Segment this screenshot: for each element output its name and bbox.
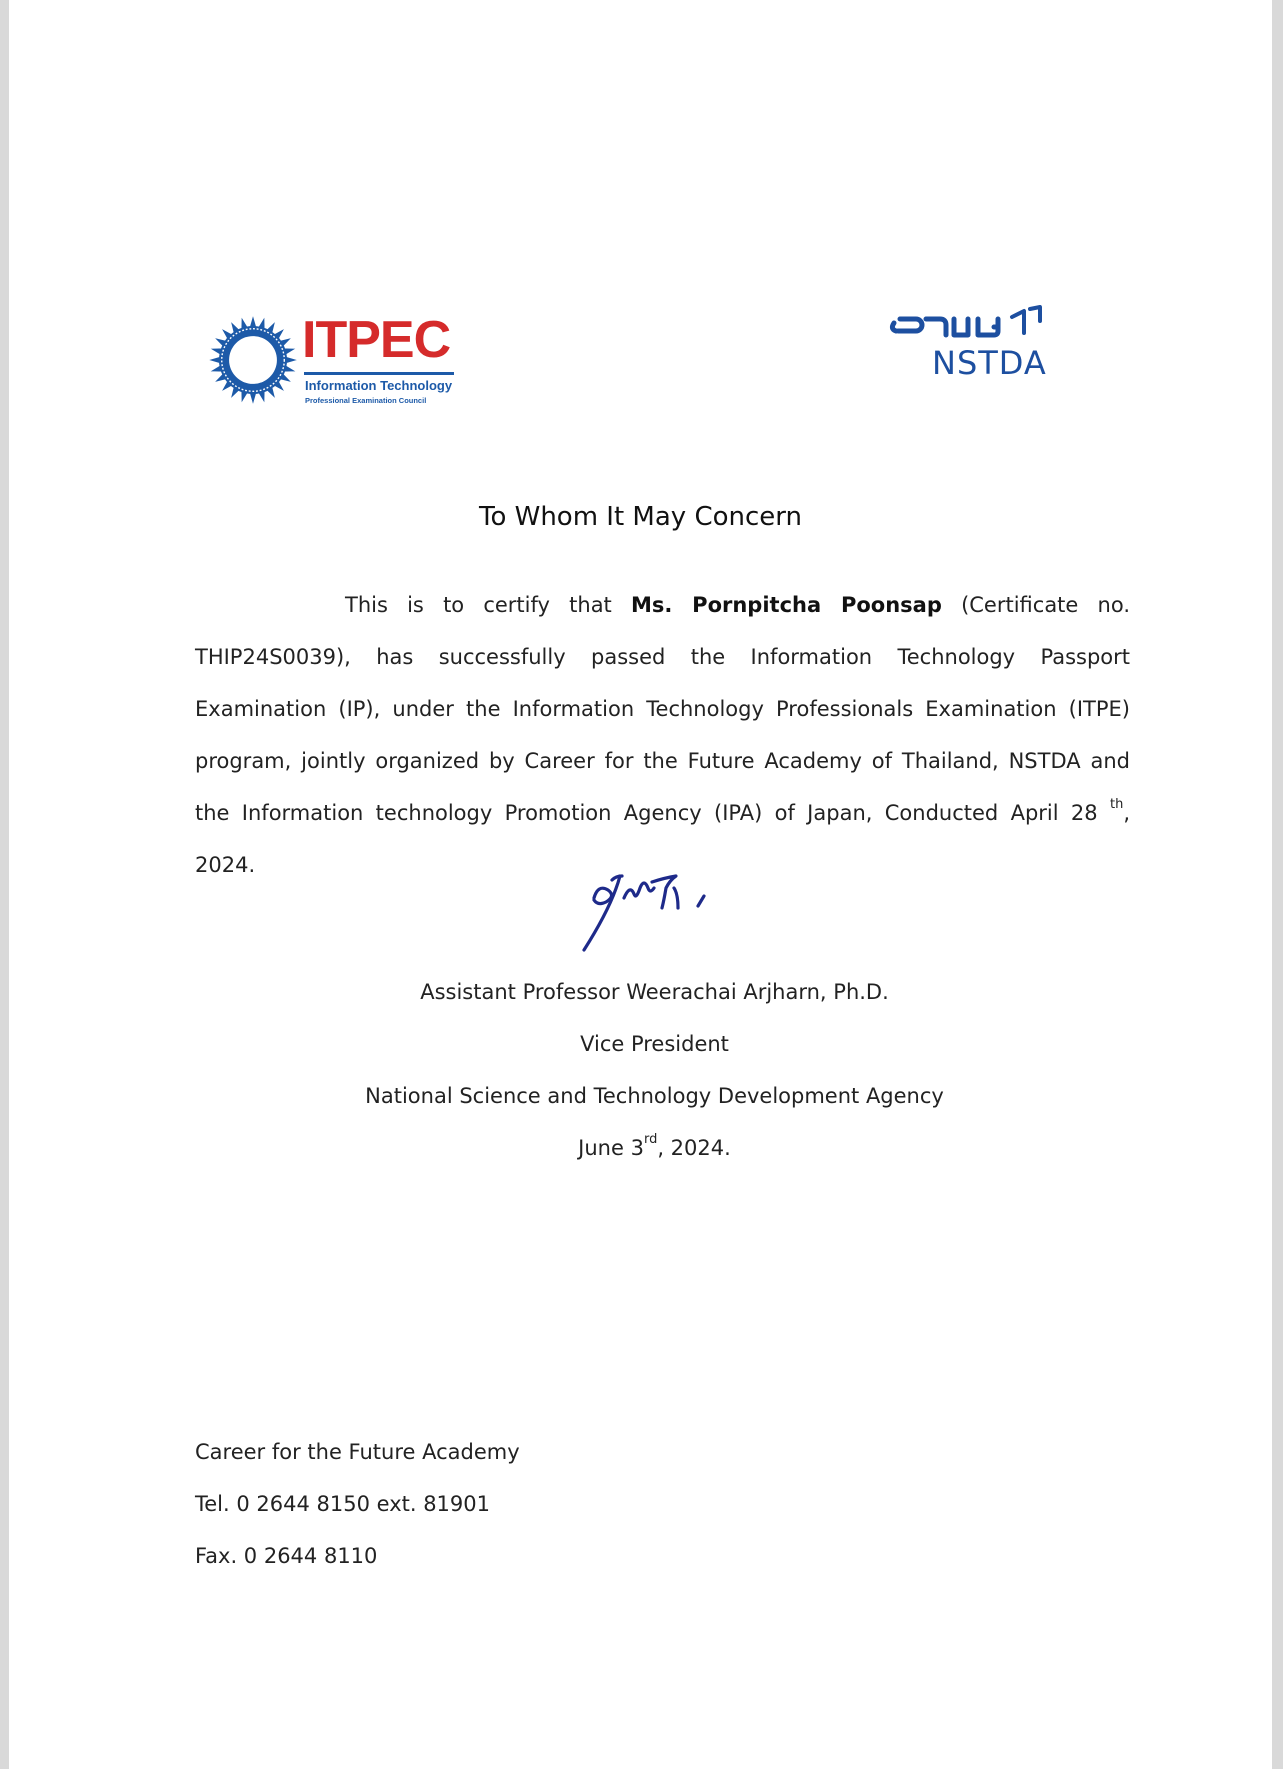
itpec-divider (304, 372, 454, 375)
nstda-thai-wordmark-icon (884, 305, 1124, 349)
issue-date (9, 1122, 1283, 1174)
letter-title: To Whom It May Concern (478, 502, 802, 532)
signatory-organization: National Science and Technology Development Agency (365, 1084, 944, 1108)
footer-fax: Fax. 0 2644 8110 (195, 1544, 378, 1568)
issue-date-prefix: June 3 (578, 1136, 644, 1160)
signatory-block (9, 966, 1283, 1174)
issue-date-ordinal: rd (643, 1132, 658, 1147)
nstda-wordmark: NSTDA (932, 344, 1047, 382)
signatory-position: Vice President (580, 1032, 729, 1056)
conducted-date-suffix: th (1109, 797, 1124, 812)
itpec-sunburst-badge-icon (207, 314, 299, 406)
contact-footer (195, 1426, 520, 1582)
signatory-name: Assistant Professor Weerachai Arjharn, Ph.D. (420, 980, 889, 1004)
document-page (9, 0, 1272, 1769)
conducted-date-end: , 2024. (195, 801, 1130, 877)
certification-intro: This is to certify that (345, 593, 631, 617)
certification-paragraph (195, 579, 1130, 891)
issue-date-suffix: , 2024. (657, 1136, 731, 1160)
itpec-logo (207, 312, 467, 412)
footer-telephone: Tel. 0 2644 8150 ext. 81901 (195, 1492, 491, 1516)
itpec-tagline-1: Information Technology (305, 378, 453, 393)
recipient-name: Ms. Pornpitcha Poonsap (630, 593, 942, 617)
nstda-logo (884, 305, 1124, 385)
handwritten-signature-icon (574, 858, 764, 958)
itpec-wordmark: ITPEC (302, 311, 451, 369)
itpec-tagline-2: Professional Examination Council (305, 396, 427, 405)
footer-organization: Career for the Future Academy (195, 1440, 520, 1464)
certification-body: (Certificate no. THIP24S0039), has successfully passed the Information Technology Passport Examination (IP), under the Information Technology Professionals Examination (ITPE) program, jointly organized by Career for the Future Academy of Thailand, NSTDA and the Information technology Promotion Agency (IPA) of Japan, Conducted April 28 (195, 593, 1130, 825)
